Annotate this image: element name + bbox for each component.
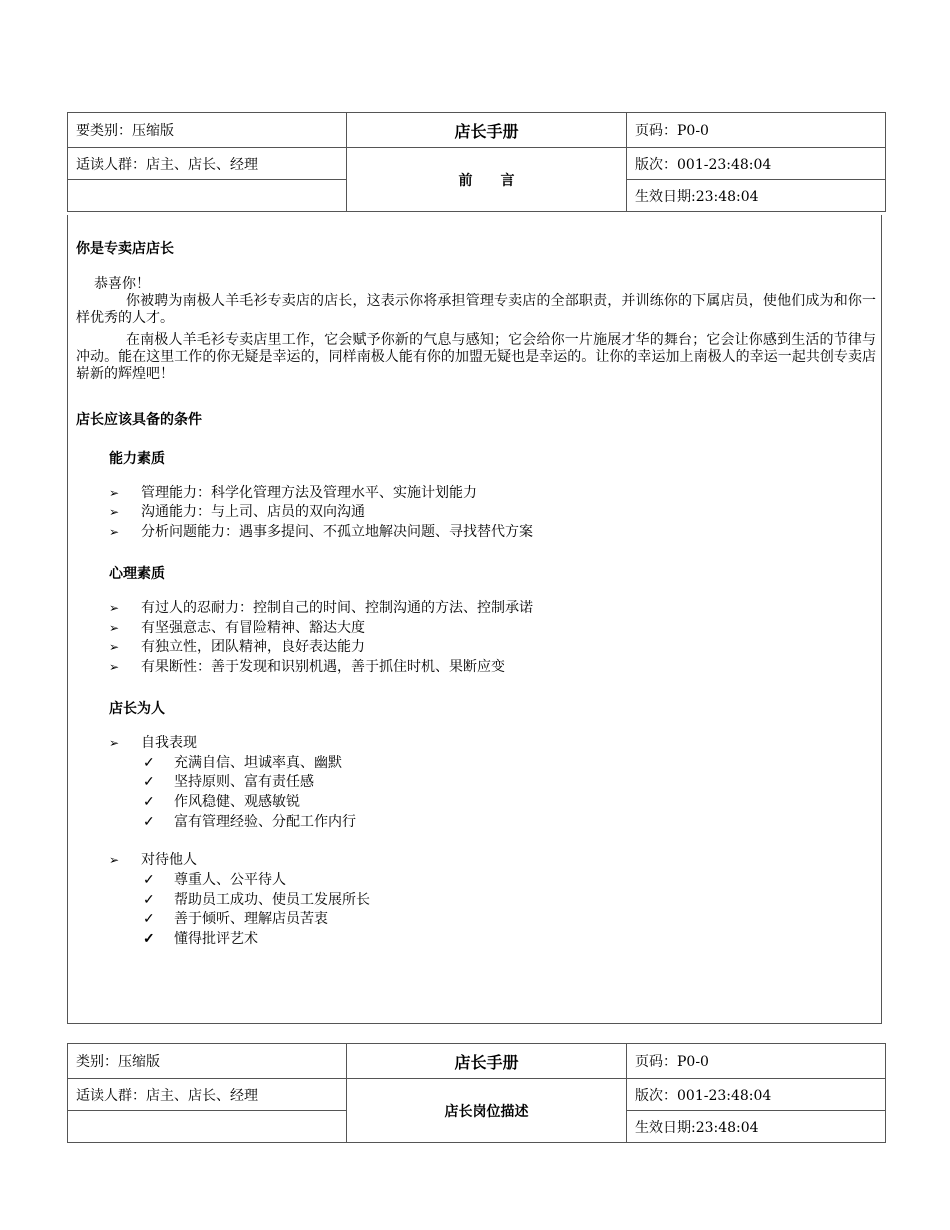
- page-number: 页码：P0-0: [627, 113, 886, 148]
- arrow-bullet-icon: ➢: [109, 486, 120, 500]
- empty-cell: [68, 1111, 347, 1143]
- checkmark-icon: ✓: [143, 872, 155, 888]
- manual-title: 店长手册: [347, 113, 627, 148]
- person-heading: 店长为人: [109, 701, 165, 717]
- mental-heading: 心理素质: [109, 566, 165, 582]
- audience-cell: 适读人群：店主、店长、经理: [68, 1079, 347, 1111]
- arrow-bullet-icon: ➢: [109, 525, 120, 539]
- list-item: 充满自信、坦诚率真、幽默: [174, 755, 342, 771]
- effective-date-cell: 生效日期:23:48:04: [627, 180, 886, 212]
- list-item: 富有管理经验、分配工作内行: [174, 814, 356, 830]
- category-cell: 类别：压缩版: [68, 1044, 347, 1079]
- arrow-bullet-icon: ➢: [109, 621, 120, 635]
- ability-heading: 能力素质: [109, 451, 165, 467]
- list-item: 有坚强意志、有冒险精神、豁达大度: [141, 620, 365, 636]
- list-item: 管理能力：科学化管理方法及管理水平、实施计划能力: [141, 485, 477, 501]
- version-cell: 版次：001-23:48:04: [627, 1079, 886, 1111]
- checkmark-icon: ✓: [143, 794, 155, 810]
- header-table-2: [67, 1043, 886, 1143]
- list-item: 作风稳健、观感敏锐: [174, 794, 300, 810]
- arrow-bullet-icon: ➢: [109, 853, 120, 867]
- list-item: 有独立性，团队精神，良好表达能力: [141, 639, 365, 655]
- list-item: 有果断性：善于发现和识别机遇，善于抓住时机、果断应变: [141, 659, 505, 675]
- version-cell: 版次：001-23:48:04: [627, 148, 886, 180]
- arrow-bullet-icon: ➢: [109, 660, 120, 674]
- arrow-bullet-icon: ➢: [109, 601, 120, 615]
- list-item: 坚持原则、富有责任感: [174, 774, 314, 790]
- checkmark-icon: ✓: [143, 911, 155, 927]
- checkmark-icon: ✓: [143, 755, 155, 771]
- list-item: 分析问题能力：遇事多提问、不孤立地解决问题、寻找替代方案: [141, 524, 533, 540]
- checkmark-icon: ✓: [143, 931, 155, 947]
- section-title: 前 言: [347, 148, 627, 212]
- conditions-heading: 店长应该具备的条件: [76, 412, 202, 428]
- intro-paragraph-2: 在南极人羊毛衫专卖店里工作，它会赋予你新的气息与感知；它会给你一片施展才华的舞台；它会让你感到生活的节律与冲动。能在这里工作的你无疑是幸运的，同样南极人能有你的加盟无疑也是幸运的。让你的幸运加上南极人的幸运一起共创专卖店崭新的辉煌吧！: [76, 332, 876, 382]
- sublist-label: 对待他人: [141, 852, 197, 868]
- list-item: 帮助员工成功、使员工发展所长: [174, 892, 370, 908]
- section-title: 店长岗位描述: [347, 1079, 627, 1143]
- sublist-label: 自我表现: [141, 735, 197, 751]
- effective-date-cell: 生效日期:23:48:04: [627, 1111, 886, 1143]
- checkmark-icon: ✓: [143, 892, 155, 908]
- arrow-bullet-icon: ➢: [109, 640, 120, 654]
- manual-title: 店长手册: [347, 1044, 627, 1079]
- checkmark-icon: ✓: [143, 774, 155, 790]
- list-item: 有过人的忍耐力：控制自己的时间、控制沟通的方法、控制承诺: [141, 600, 533, 616]
- category-cell: 要类别：压缩版: [68, 113, 347, 148]
- list-item: 尊重人、公平待人: [174, 872, 286, 888]
- intro-heading: 你是专卖店店长: [76, 241, 174, 257]
- list-item: 善于倾听、理解店员苦衷: [174, 911, 328, 927]
- header-table-1: [67, 112, 886, 212]
- audience-cell: 适读人群：店主、店长、经理: [68, 148, 347, 180]
- empty-cell: [68, 180, 347, 212]
- list-item: 沟通能力：与上司、店员的双向沟通: [141, 504, 365, 520]
- arrow-bullet-icon: ➢: [109, 736, 120, 750]
- list-item: 懂得批评艺术: [174, 931, 258, 947]
- arrow-bullet-icon: ➢: [109, 505, 120, 519]
- greeting: 恭喜你！: [94, 276, 150, 292]
- checkmark-icon: ✓: [143, 814, 155, 830]
- intro-paragraph-1: 你被聘为南极人羊毛衫专卖店的店长，这表示你将承担管理专卖店的全部职责，并训练你的下属店员，使他们成为和你一样优秀的人才。: [76, 293, 876, 326]
- page-number: 页码：P0-0: [627, 1044, 886, 1079]
